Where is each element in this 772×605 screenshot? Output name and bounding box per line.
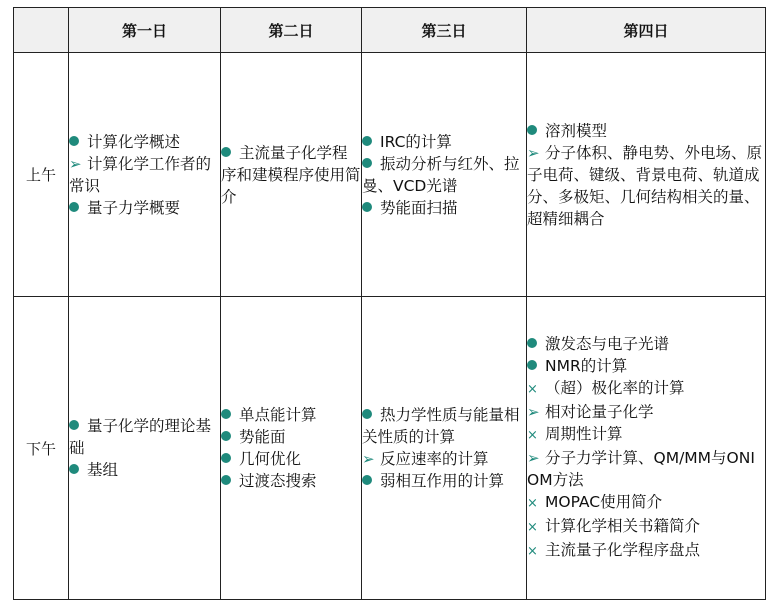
list-item-text: 量子化学的理论基础 [69,417,212,457]
list-item-text: 溶剂模型 [545,121,608,140]
cell-day2-morning [221,53,362,297]
bullet-dot-icon [362,470,380,492]
list-item-text: 主流量子化学程序和建模程序使用简介 [221,143,361,206]
cell-day3-morning [362,53,527,297]
list-item [362,448,526,470]
list-item [69,153,220,197]
bullet-arrow-icon: ➢ [527,143,540,162]
header-day-4: 第四日 [527,8,766,53]
bullet-cross-icon: × [527,496,538,511]
schedule-table [13,7,766,600]
bullet-dot-icon [221,426,239,448]
list-item-text: 分子体积、静电势、外电场、原子电荷、键级、背景电荷、轨道成分、多极矩、几何结构相关的量、超精细耦合 [527,143,763,228]
list-item-text: 弱相互作用的计算 [380,472,505,490]
list-item-text: 周期性计算 [545,425,623,443]
list-item [527,539,765,563]
bullet-dot-icon [527,333,545,355]
cell-day4-morning [527,53,766,297]
cell-day3-afternoon [362,297,527,600]
period-label-morning: 上午 [14,53,69,297]
list-item-text: MOPAC使用简介 [545,493,663,511]
list-item [527,423,765,447]
bullet-dot-icon [527,120,545,142]
bullet-cross-icon: × [527,520,538,535]
list-item-text: 势能面扫描 [380,198,458,217]
header-day-1: 第一日 [69,8,221,53]
bullet-dot-icon [69,459,87,481]
bullet-dot-icon [221,470,239,492]
list-item-text: 基组 [87,461,119,479]
list-item-text: 相对论量子化学 [545,403,654,421]
list-item-text: 计算化学概述 [87,132,181,151]
list-item-text: 激发态与电子光谱 [545,335,670,353]
list-item-text: 单点能计算 [239,406,317,424]
list-item [362,197,526,219]
list-item [69,415,220,459]
list-item [221,426,361,448]
list-item-text: 计算化学工作者的常识 [69,154,212,195]
morning-row [14,53,766,297]
bullet-dot-icon [362,153,380,175]
list-item [527,401,765,423]
header-row [14,8,766,53]
bullet-arrow-icon: ➢ [362,450,375,468]
list-item [221,404,361,426]
list-item [221,142,361,208]
header-corner [14,8,69,53]
list-item-text: NMR的计算 [545,357,628,375]
list-item-text: （超）极化率的计算 [545,379,685,397]
list-item [221,470,361,492]
list-item [69,459,220,481]
bullet-dot-icon [362,131,380,153]
bullet-dot-icon [362,404,380,426]
bullet-dot-icon [362,197,380,219]
list-item [362,470,526,492]
list-item [362,404,526,448]
period-label-afternoon: 下午 [14,297,69,600]
list-item-text: 分子力学计算、QM/MM与ONIOM方法 [527,449,755,489]
bullet-dot-icon [69,415,87,437]
bullet-dot-icon [69,131,87,153]
list-item-text: 量子力学概要 [87,198,181,217]
bullet-dot-icon [221,448,239,470]
bullet-cross-icon: × [527,382,538,397]
bullet-cross-icon: × [527,544,538,559]
list-item-text: 反应速率的计算 [380,450,489,468]
bullet-dot-icon [69,197,87,219]
list-item [69,131,220,153]
list-item [527,377,765,401]
cell-day1-morning [69,53,221,297]
list-item [527,142,765,230]
list-item-text: 过渡态搜索 [239,472,317,490]
cell-day2-afternoon [221,297,362,600]
list-item [527,491,765,515]
cell-day4-afternoon [527,297,766,600]
bullet-dot-icon [221,404,239,426]
header-day-2: 第二日 [221,8,362,53]
afternoon-row [14,297,766,600]
bullet-arrow-icon: ➢ [527,403,540,421]
bullet-dot-icon [527,355,545,377]
list-item-text: 热力学性质与能量相关性质的计算 [362,406,520,446]
list-item [527,333,765,355]
bullet-cross-icon: × [527,428,538,443]
header-day-3: 第三日 [362,8,527,53]
bullet-arrow-icon: ➢ [527,449,540,467]
list-item-text: 几何优化 [239,450,302,468]
list-item [362,131,526,153]
list-item [221,448,361,470]
list-item [527,355,765,377]
list-item [69,197,220,219]
list-item [527,120,765,142]
list-item-text: 振动分析与红外、拉曼、VCD光谱 [362,154,520,195]
bullet-arrow-icon: ➢ [69,154,82,173]
list-item [527,447,765,491]
list-item-text: IRC的计算 [380,132,452,151]
bullet-dot-icon [221,142,239,164]
list-item-text: 主流量子化学程序盘点 [545,541,701,559]
list-item-text: 势能面 [239,428,286,446]
list-item-text: 计算化学相关书籍简介 [545,517,701,535]
list-item [527,515,765,539]
cell-day1-afternoon [69,297,221,600]
list-item [362,153,526,197]
